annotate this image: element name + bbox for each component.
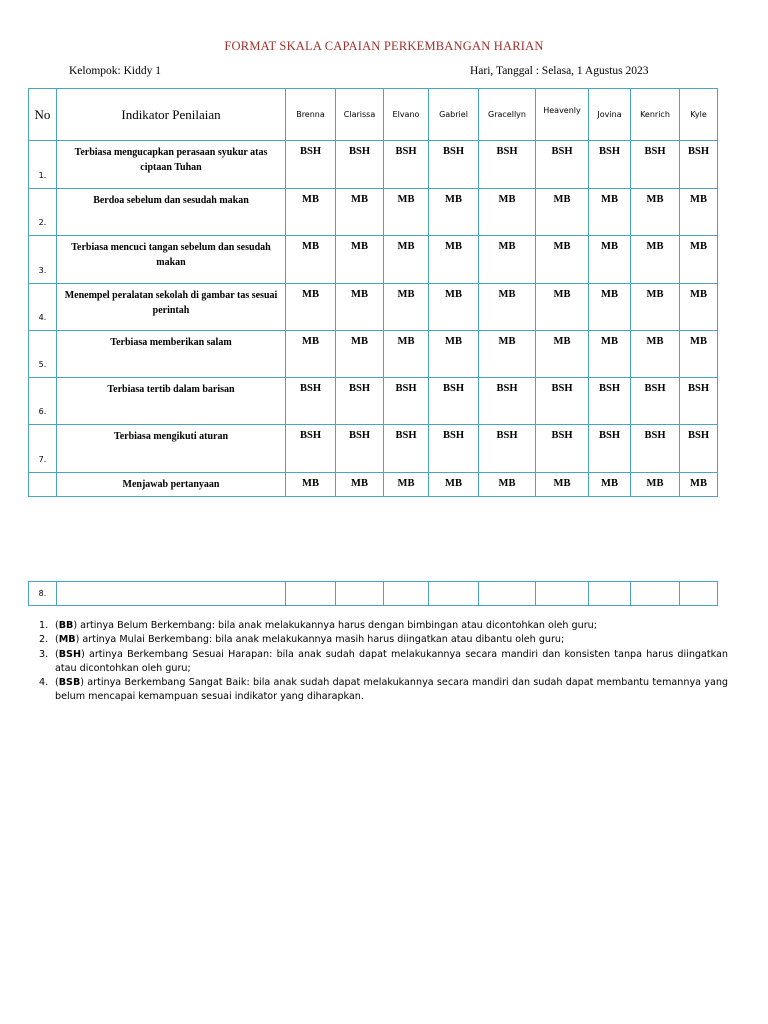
score-cell: MB	[536, 236, 589, 284]
score-cell: BSH	[429, 378, 479, 425]
legend-item	[39, 633, 728, 647]
score-cell: MB	[479, 284, 536, 331]
score-cell: MB	[336, 473, 384, 497]
score-cell: MB	[589, 473, 631, 497]
row-number: 3.	[29, 236, 57, 284]
score-cell: MB	[631, 236, 680, 284]
row-number: 8.	[29, 582, 57, 606]
score-cell: MB	[680, 284, 718, 331]
score-cell: MB	[286, 236, 336, 284]
score-cell	[589, 582, 631, 606]
score-cell: MB	[384, 189, 429, 236]
legend-description: ) artinya Berkembang Sesuai Harapan: bila anak sudah dapat melakukannya secara mandiri dan konsisten tanpa harus diingatkan atau dicontohkan oleh guru;	[55, 648, 728, 674]
table-row	[29, 582, 718, 606]
row-number: 4.	[29, 284, 57, 331]
row-number: 1.	[29, 141, 57, 189]
row-number: 5.	[29, 331, 57, 378]
score-cell: BSH	[336, 141, 384, 189]
table-row	[29, 473, 718, 497]
table-row	[29, 331, 718, 378]
score-cell: BSH	[589, 425, 631, 473]
score-cell	[631, 582, 680, 606]
score-cell: BSH	[479, 378, 536, 425]
indicator-cell: Menempel peralatan sekolah di gambar tas sesuai perintah	[57, 284, 286, 331]
score-cell: MB	[589, 189, 631, 236]
table-row	[29, 189, 718, 236]
legend-item	[39, 619, 728, 633]
score-cell: MB	[286, 189, 336, 236]
score-cell: MB	[631, 331, 680, 378]
score-cell: MB	[286, 331, 336, 378]
score-cell: BSH	[384, 378, 429, 425]
indicator-cell: Terbiasa mengikuti aturan	[57, 425, 286, 473]
score-cell: BSH	[479, 425, 536, 473]
assessment-table	[28, 88, 718, 497]
score-cell: BSH	[680, 378, 718, 425]
score-cell: MB	[479, 331, 536, 378]
score-cell: BSH	[429, 425, 479, 473]
legend-item	[39, 648, 728, 677]
date-label: Hari, Tanggal : Selasa, 1 Agustus 2023	[470, 65, 649, 77]
score-cell: MB	[536, 189, 589, 236]
score-cell: BSH	[589, 141, 631, 189]
legend-number: 2.	[39, 634, 49, 646]
student-header-kyle: Kyle	[680, 89, 718, 141]
score-cell: MB	[286, 284, 336, 331]
score-cell: MB	[536, 284, 589, 331]
row-number	[29, 473, 57, 497]
score-cell	[384, 582, 429, 606]
document-title: FORMAT SKALA CAPAIAN PERKEMBANGAN HARIAN	[224, 39, 544, 53]
score-cell: MB	[589, 331, 631, 378]
score-cell: BSH	[631, 378, 680, 425]
legend-description: ) artinya Berkembang Sangat Baik: bila anak sudah dapat melakukannya secara mandiri dan sudah dapat membantu temannya yang belum mencapai kemampuan sesuai indikator yang diharapkan.	[55, 677, 728, 703]
row-number: 6.	[29, 378, 57, 425]
legend-description: ) artinya Belum Berkembang: bila anak melakukannya harus dengan bimbingan atau dicontohkan oleh guru;	[73, 620, 597, 631]
legend-description: ) artinya Mulai Berkembang: bila anak melakukannya masih harus diingatkan atau dibantu oleh guru;	[75, 634, 565, 646]
score-cell: BSH	[589, 378, 631, 425]
score-cell: MB	[631, 473, 680, 497]
column-header-indicator: Indikator Penilaian	[57, 89, 286, 141]
continuation-table	[28, 581, 718, 606]
score-cell: MB	[631, 284, 680, 331]
score-cell: MB	[429, 236, 479, 284]
table-row	[29, 141, 718, 189]
score-cell	[286, 582, 336, 606]
score-cell: BSH	[536, 425, 589, 473]
score-cell: BSH	[536, 378, 589, 425]
legend-code: BSB	[58, 677, 81, 689]
indicator-cell: Terbiasa mencuci tangan sebelum dan sesudah makan	[57, 236, 286, 284]
score-cell: BSH	[536, 141, 589, 189]
score-cell: BSH	[336, 425, 384, 473]
score-cell: MB	[336, 189, 384, 236]
score-cell: MB	[479, 473, 536, 497]
student-header-kenrich: Kenrich	[631, 89, 680, 141]
indicator-cell	[57, 582, 286, 606]
legend-number: 3.	[39, 648, 49, 660]
indicator-cell: Menjawab pertanyaan	[57, 473, 286, 497]
legend-number: 1.	[39, 620, 49, 631]
score-cell: BSH	[286, 378, 336, 425]
score-cell: MB	[680, 236, 718, 284]
score-cell: BSH	[384, 141, 429, 189]
score-cell: MB	[631, 189, 680, 236]
student-header-clarissa: Clarissa	[336, 89, 384, 141]
score-cell: BSH	[286, 425, 336, 473]
score-cell: MB	[536, 331, 589, 378]
student-header-jovina: Jovina	[589, 89, 631, 141]
indicator-cell: Berdoa sebelum dan sesudah makan	[57, 189, 286, 236]
score-cell	[336, 582, 384, 606]
score-cell: BSH	[680, 141, 718, 189]
table-header-row	[29, 89, 718, 141]
legend-paren: (	[55, 634, 59, 646]
score-cell: MB	[384, 331, 429, 378]
group-label: Kelompok: Kiddy 1	[69, 65, 161, 77]
row-number: 2.	[29, 189, 57, 236]
table-row	[29, 425, 718, 473]
score-cell: MB	[680, 331, 718, 378]
table-row	[29, 378, 718, 425]
score-cell: MB	[589, 284, 631, 331]
score-cell: BSH	[631, 141, 680, 189]
score-cell: BSH	[680, 425, 718, 473]
legend-paren: (	[55, 677, 59, 689]
score-cell: MB	[429, 331, 479, 378]
legend-paren: (	[55, 620, 59, 631]
score-cell: MB	[429, 189, 479, 236]
indicator-cell: Terbiasa mengucapkan perasaan syukur atas ciptaan Tuhan	[57, 141, 286, 189]
score-cell: MB	[336, 236, 384, 284]
score-cell: BSH	[286, 141, 336, 189]
score-cell: BSH	[479, 141, 536, 189]
score-cell: BSH	[336, 378, 384, 425]
student-header-elvano: Elvano	[384, 89, 429, 141]
legend-code: MB	[58, 634, 76, 646]
legend-code: BSH	[58, 648, 82, 660]
student-header-heavenly: Heavenly	[536, 89, 589, 141]
score-cell: MB	[384, 284, 429, 331]
score-cell: MB	[589, 236, 631, 284]
score-cell: MB	[286, 473, 336, 497]
score-cell: MB	[429, 284, 479, 331]
column-header-no: No	[29, 89, 57, 141]
row-number: 7.	[29, 425, 57, 473]
score-cell: BSH	[631, 425, 680, 473]
score-cell: MB	[479, 189, 536, 236]
legend-list	[39, 619, 728, 705]
student-header-gabriel: Gabriel	[429, 89, 479, 141]
legend-number: 4.	[39, 677, 49, 689]
legend-item	[39, 676, 728, 705]
student-header-brenna: Brenna	[286, 89, 336, 141]
table-row	[29, 236, 718, 284]
score-cell	[536, 582, 589, 606]
student-header-gracellyn: Gracellyn	[479, 89, 536, 141]
score-cell: BSH	[429, 141, 479, 189]
table-row	[29, 284, 718, 331]
score-cell: MB	[384, 236, 429, 284]
score-cell: MB	[384, 473, 429, 497]
legend-code: BB	[58, 620, 74, 631]
legend-paren: (	[55, 648, 59, 660]
indicator-cell: Terbiasa memberikan salam	[57, 331, 286, 378]
score-cell: MB	[536, 473, 589, 497]
score-cell: MB	[336, 284, 384, 331]
score-cell: BSH	[384, 425, 429, 473]
score-cell: MB	[336, 331, 384, 378]
score-cell	[479, 582, 536, 606]
score-cell: MB	[680, 473, 718, 497]
score-cell: MB	[680, 189, 718, 236]
score-cell: MB	[429, 473, 479, 497]
score-cell	[429, 582, 479, 606]
indicator-cell: Terbiasa tertib dalam barisan	[57, 378, 286, 425]
score-cell: MB	[479, 236, 536, 284]
score-cell	[680, 582, 718, 606]
